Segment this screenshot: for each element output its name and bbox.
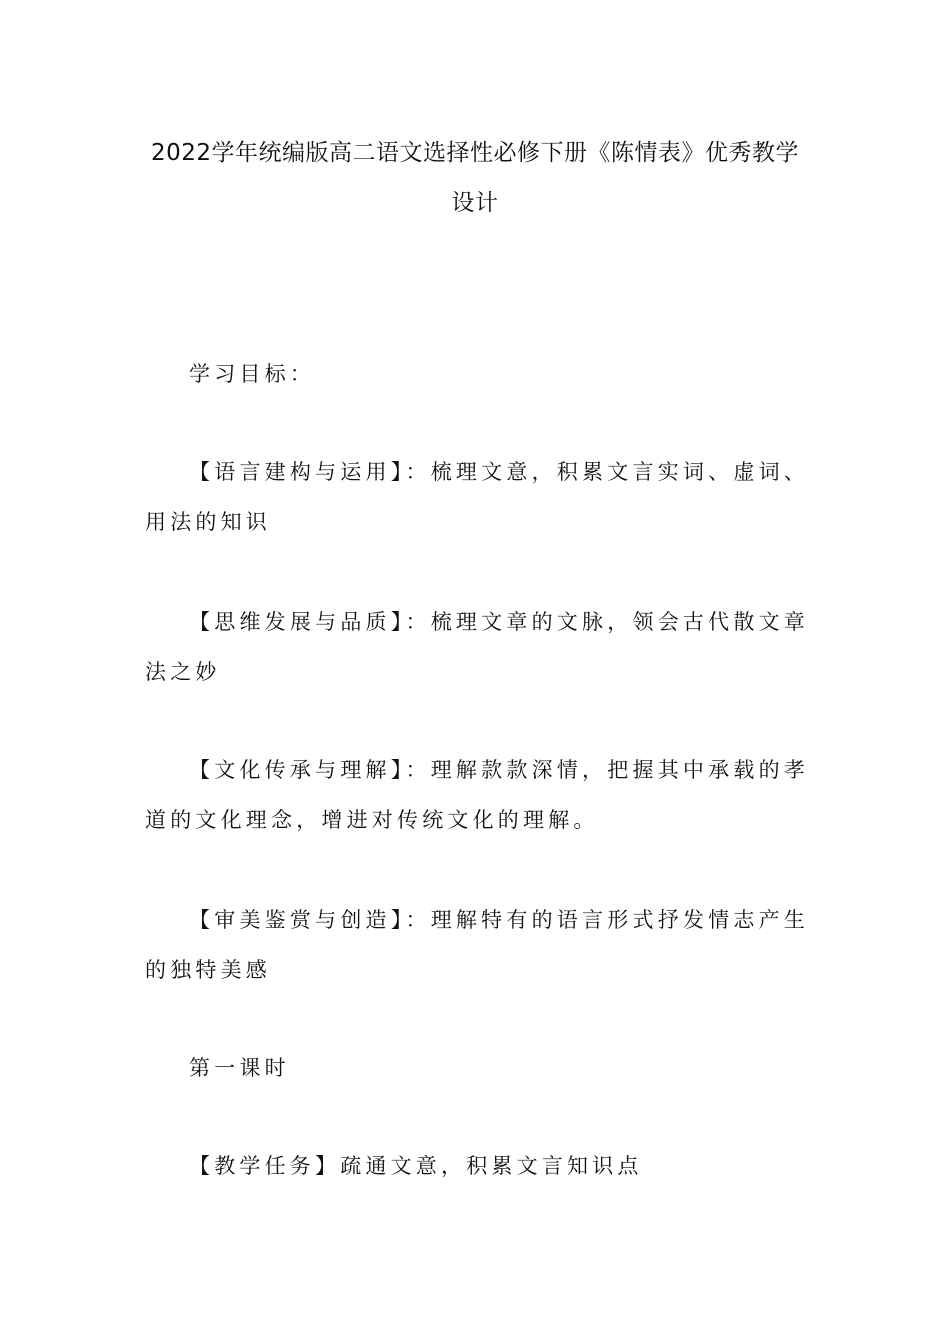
objective-thinking: 【思维发展与品质】：梳理文章的文脉，领会古代散文章法之妙 [145, 610, 809, 684]
objectives-heading: 学习目标： [189, 362, 315, 386]
document-title: 2022学年统编版高二语文选择性必修下册《陈情表》优秀教学设计 [150, 140, 800, 216]
teaching-task: 【教学任务】疏通文意，积累文言知识点 [189, 1154, 643, 1178]
objective-language: 【语言建构与运用】：梳理文意，积累文言实词、虚词、用法的知识 [145, 460, 809, 534]
objective-culture: 【文化传承与理解】：理解款款深情，把握其中承载的孝道的文化理念，增进对传统文化的理解。 [145, 758, 809, 832]
lesson-heading: 第一课时 [189, 1056, 290, 1080]
objective-aesthetic: 【审美鉴赏与创造】：理解特有的语言形式抒发情志产生的独特美感 [145, 908, 809, 982]
